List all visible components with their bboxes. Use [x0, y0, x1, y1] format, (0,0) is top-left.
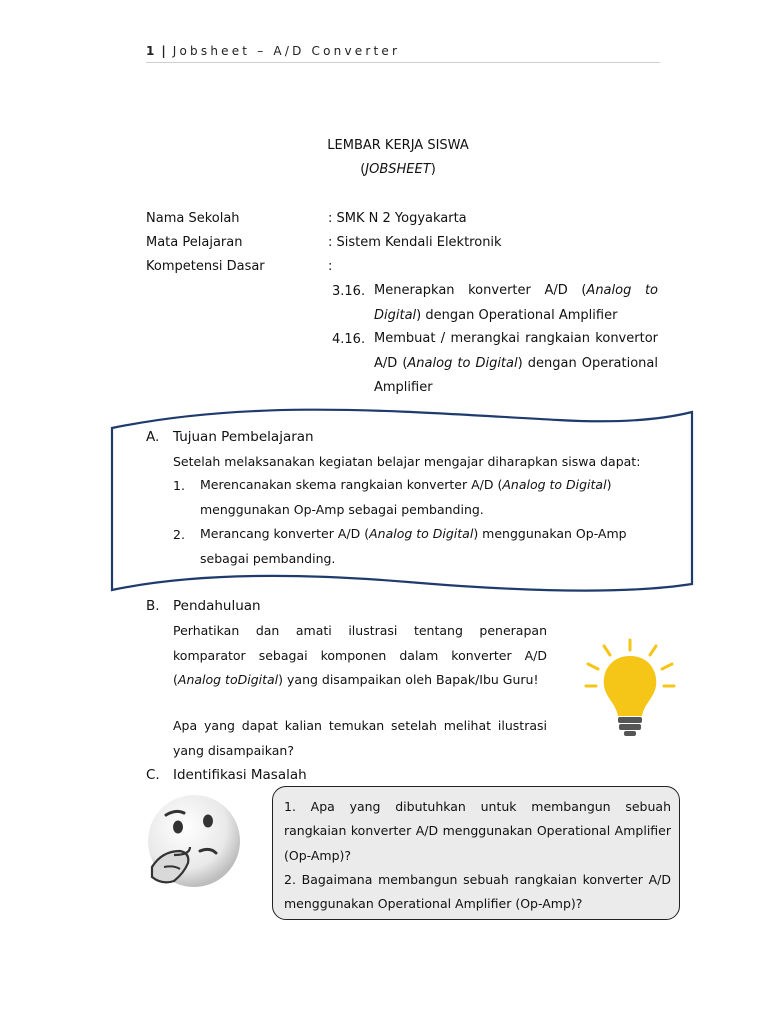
objective-text: Merancang konverter A/D (Analog to Digital) menggunakan Op-Amp sebagai pembanding.: [200, 526, 627, 566]
page-number: 1: [146, 44, 155, 58]
section-a-title: Tujuan Pembelajaran: [173, 429, 314, 445]
lightbulb-icon: [584, 636, 676, 740]
competency-number: 3.16.: [332, 284, 366, 299]
info-value-competency: :: [328, 259, 333, 274]
info-value-subject: : Sistem Kendali Elektronik: [328, 235, 502, 250]
problem-identification-box: [272, 786, 680, 920]
info-value-school: : SMK N 2 Yogyakarta: [328, 211, 467, 226]
objective-text: Merencanakan skema rangkaian konverter A/D (Analog to Digital) menggunakan Op-Amp sebagai pembanding.: [200, 477, 612, 517]
question-item: 1. Apa yang dibutuhkan untuk membangun sebuah rangkaian konverter A/D menggunakan Operational Amplifier (Op-Amp)?: [284, 799, 671, 863]
section-c-title: Identifikasi Masalah: [173, 767, 307, 783]
section-c-letter: C.: [146, 767, 160, 783]
header-separator: |: [161, 44, 166, 58]
competency-text: Membuat / merangkai rangkaian konvertor A/D (Analog to Digital) dengan Operational Amplifier: [374, 331, 658, 395]
page-header: [146, 44, 400, 58]
competency-text: Menerapkan konverter A/D (Analog to Digital) dengan Operational Amplifier: [374, 283, 658, 323]
section-b-title: Pendahuluan: [173, 598, 261, 614]
objective-number: 2.: [173, 527, 185, 542]
doc-subtitle: (JOBSHEET): [360, 162, 436, 177]
competency-number: 4.16.: [332, 332, 366, 347]
section-a-letter: A.: [146, 429, 160, 445]
info-label-competency: Kompetensi Dasar: [146, 259, 265, 274]
question-item: 2. Bagaimana membangun sebuah rangkaian konverter A/D menggunakan Operational Amplifier (Op-Amp)?: [284, 871, 671, 912]
header-title: Jobsheet – A/D Converter: [172, 44, 401, 58]
section-b-question: Apa yang dapat kalian temukan setelah melihat ilustrasi yang disampaikan?: [173, 718, 547, 758]
doc-subtitle-italic: JOBSHEET: [365, 162, 431, 177]
section-b-letter: B.: [146, 598, 160, 614]
section-a-intro: Setelah melaksanakan kegiatan belajar mengajar diharapkan siswa dapat:: [173, 454, 641, 469]
header-divider: [146, 62, 660, 63]
section-b-paragraph: Perhatikan dan amati ilustrasi tentang penerapan komparator sebagai komponen dalam konverter A/D (Analog toDigital) yang disampaikan oleh Bapak/Ibu Guru!: [173, 623, 547, 687]
doc-title: LEMBAR KERJA SISWA: [327, 138, 469, 153]
info-label-school: Nama Sekolah: [146, 211, 240, 226]
objective-number: 1.: [173, 478, 185, 493]
thinking-face-icon: [144, 793, 244, 891]
info-label-subject: Mata Pelajaran: [146, 235, 243, 250]
